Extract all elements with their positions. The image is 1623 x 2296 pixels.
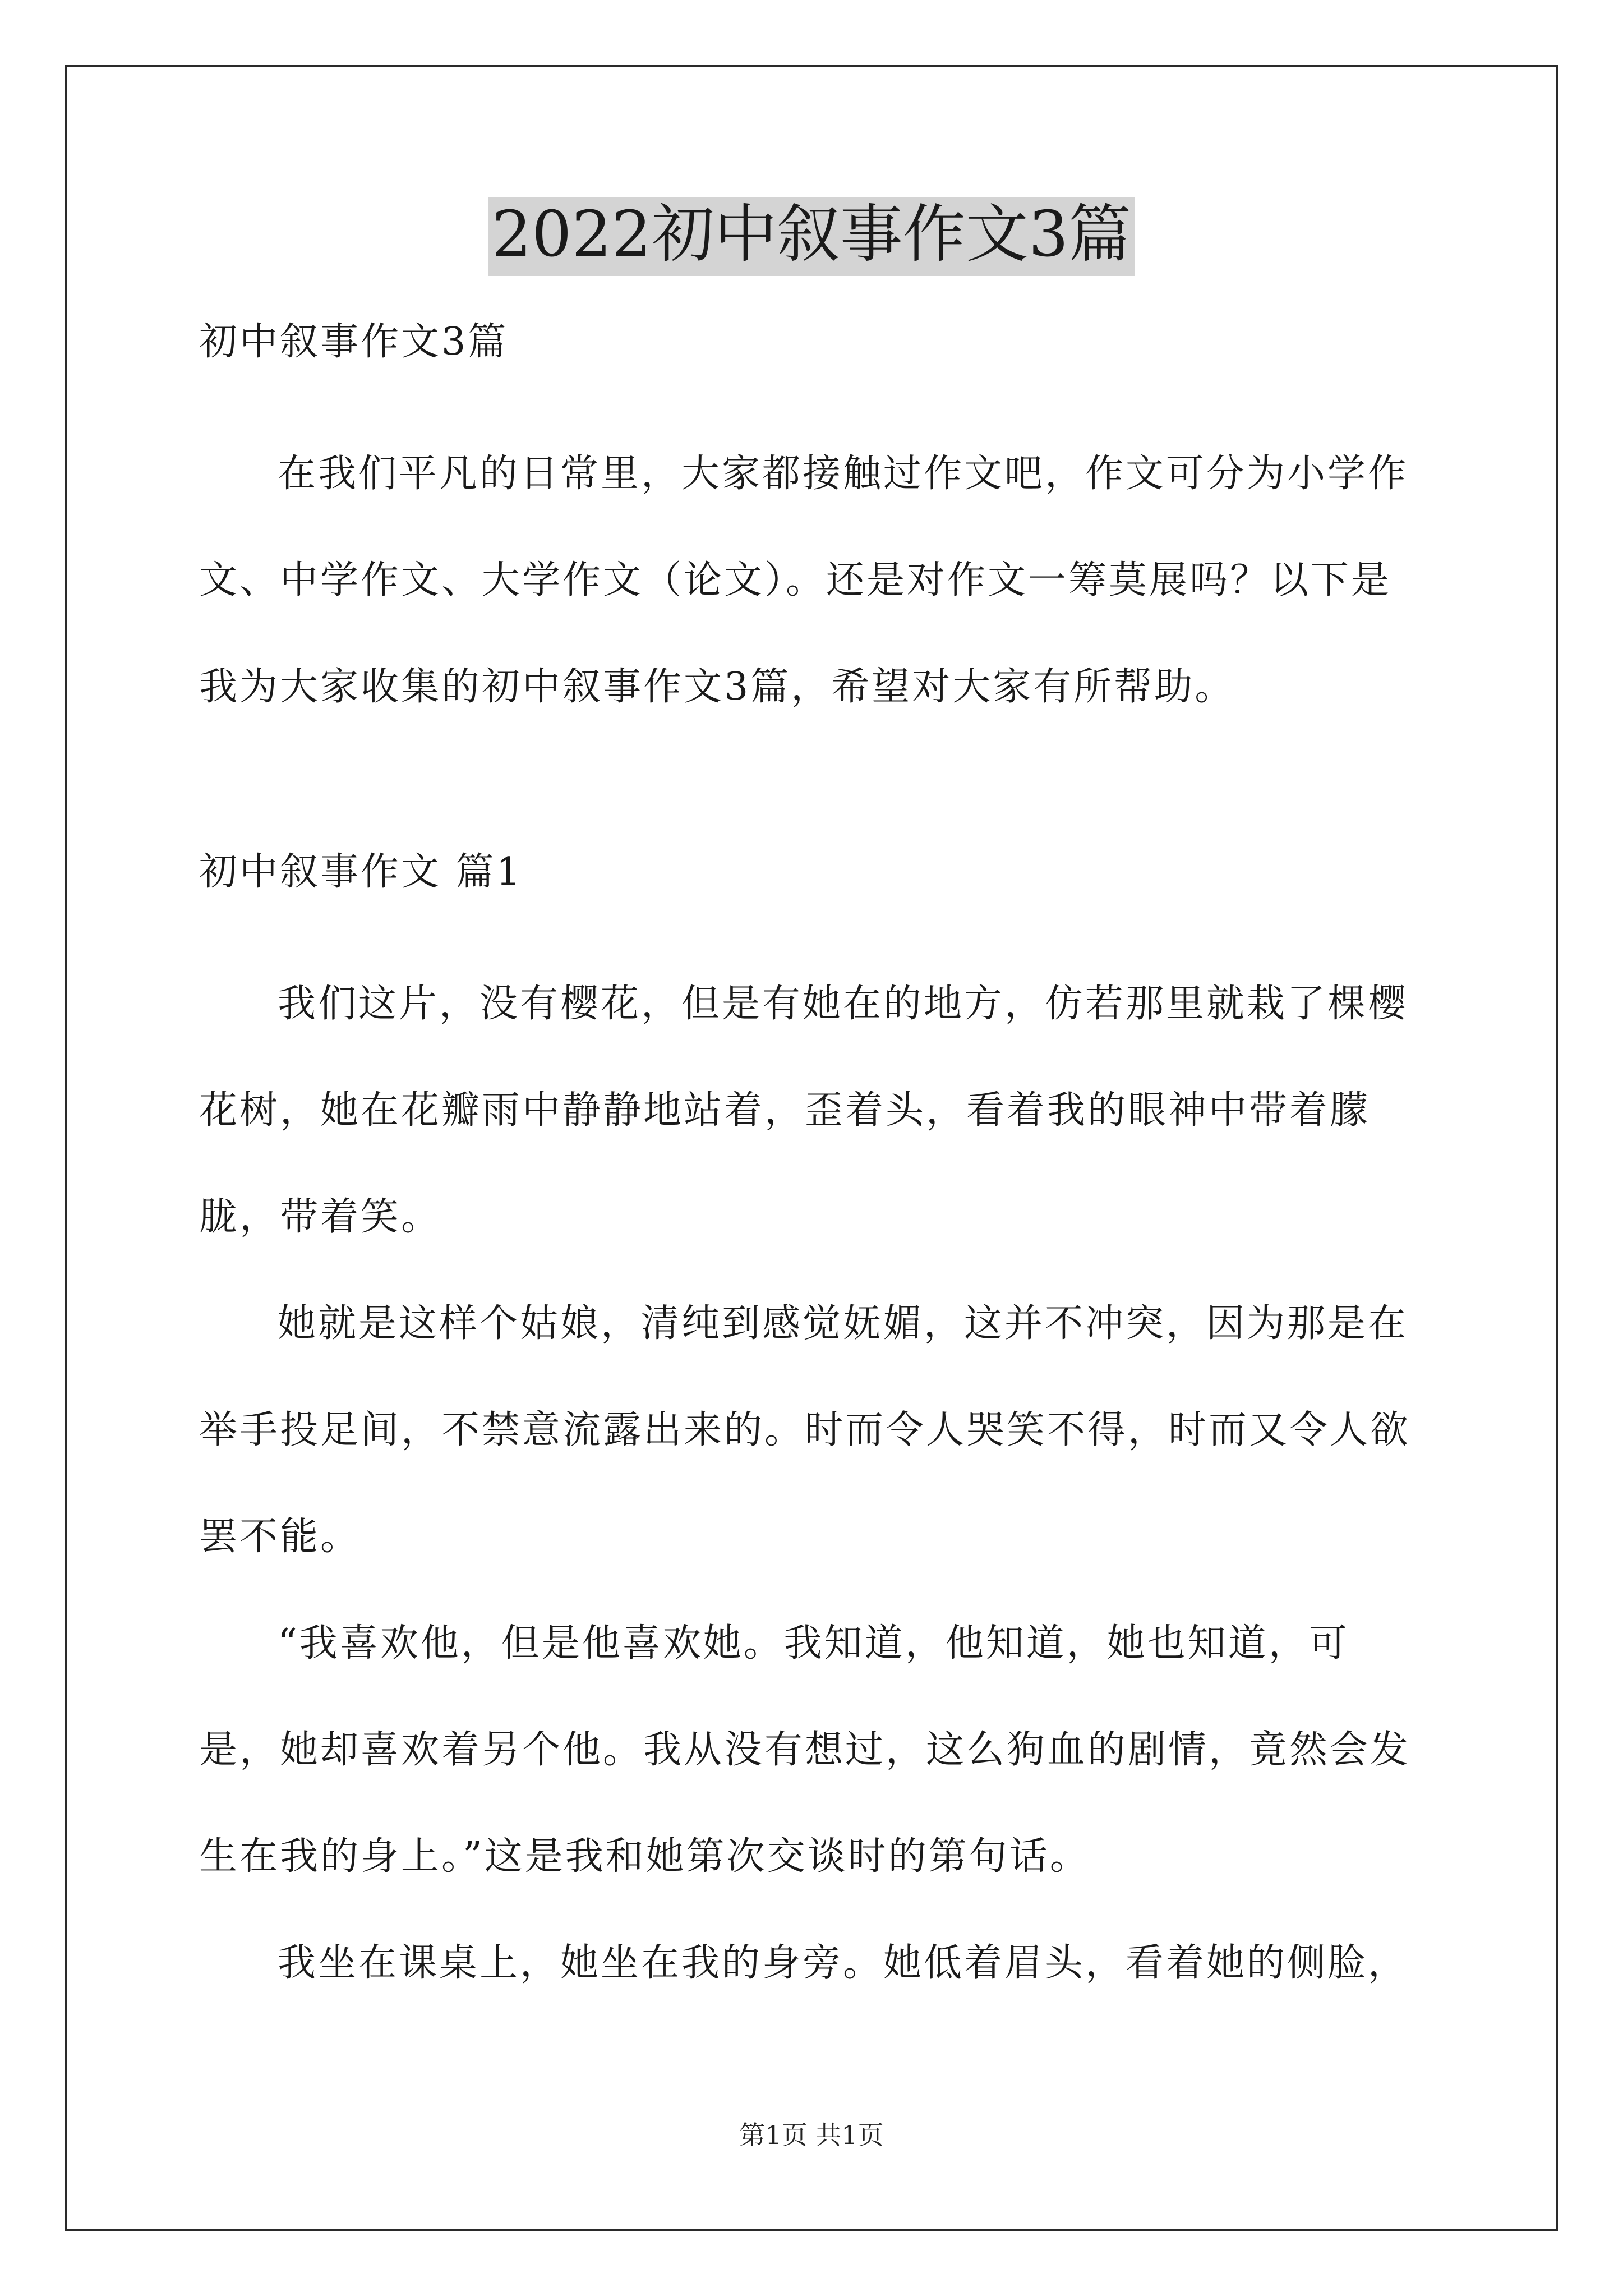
document-body [199, 314, 1427, 2017]
intro-paragraph: 在我们平凡的日常里，大家都接触过作文吧，作文可分为小学作文、中学作文、大学作文（论文）。还是对作文一筹莫展吗？以下是我为大家收集的初中叙事作文3篇，希望对大家有所帮助。 [199, 452, 1409, 709]
page-footer: 第1页 共1页 [739, 2120, 884, 2150]
document-title: 2022初中叙事作文3篇 [488, 197, 1135, 276]
body-paragraph: 我坐在课桌上，她坐在我的身旁。她低着眉头，看着她的侧脸， [278, 1941, 1409, 1985]
body-paragraph: “我喜欢他，但是他喜欢她。我知道，他知道，她也知道，可是，她却喜欢着另个他。我从没有想过，这么狗血的剧情，竟然会发生在我的身上。”这是我和她第次交谈时的第句话。 [199, 1621, 1411, 1879]
body-paragraph: 她就是这样个姑娘，清纯到感觉妩媚，这并不冲突，因为那是在举手投足间，不禁意流露出来的。时而令人哭笑不得，时而又令人欲罢不能。 [199, 1301, 1411, 1559]
document-title-container [0, 197, 1623, 276]
body-paragraph: 我们这片，没有樱花，但是有她在的地方，仿若那里就栽了棵樱花树，她在花瓣雨中静静地站着，歪着头，看着我的眼神中带着朦胧，带着笑。 [199, 982, 1409, 1239]
document-subtitle: 初中叙事作文3篇 [199, 320, 509, 364]
section-heading: 初中叙事作文 篇1 [199, 850, 523, 894]
